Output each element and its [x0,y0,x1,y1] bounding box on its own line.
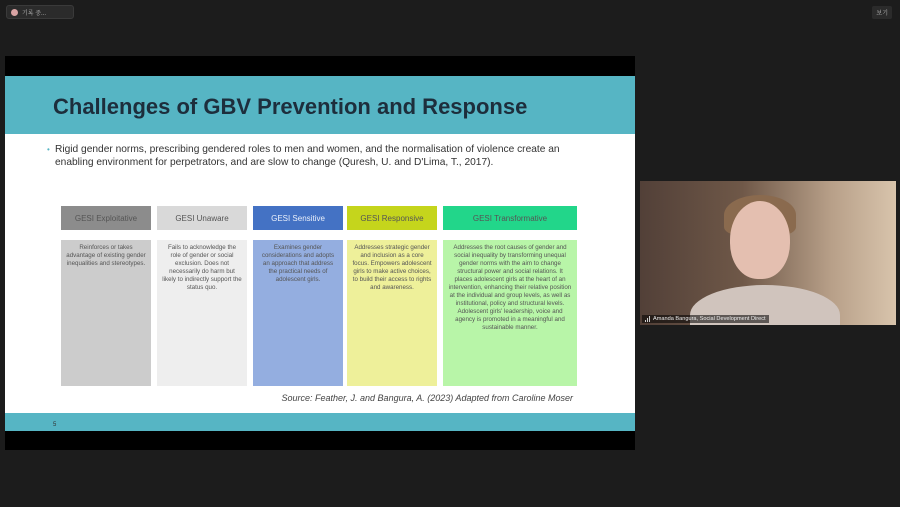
column-header: GESI Sensitive [253,206,343,230]
recording-label: 기록 중... [22,10,47,17]
column-body: Addresses strategic gender and inclusion as a core focus. Empowers adolescent girls to make active choices, to build their access to rights and awareness. [347,240,437,386]
column-body: Addresses the root causes of gender and social inequality by transforming unequal gender norms with the aim to change structural power and social relations. It places adolescent girls at the heart of an intervention, enhancing their relative position at the individual and group levels, as well as institutional, policy and structural levels. Adolescent girls' leadership, voice and agency is promoted in a meaningful and sustainable manner. [443,240,577,386]
slide-title: Challenges of GBV Prevention and Response [53,94,528,119]
column-body: Examines gender considerations and adopts an approach that address the practical needs of adolescent girls. [253,240,343,386]
source-citation: Source: Feather, J. and Bangura, A. (2023) Adapted from Caroline Moser [281,393,573,403]
column-responsive [347,206,437,291]
footer-bar [5,413,635,431]
participant-name: Amanda Bangura, Social Development Direct [653,316,766,322]
presentation-slide [5,76,635,431]
bullet-text: Rigid gender norms, prescribing gendered roles to men and women, and the normalisation of violence create an enabling environment for perpetrators, and are slow to change (Quresh, U. and D'Lima, T., 2017). [55,144,560,168]
recording-indicator[interactable] [6,5,74,19]
participant-video[interactable] [640,181,896,325]
column-unaware [157,206,247,291]
view-button[interactable]: 보기 [872,6,892,19]
column-body: Reinforces or takes advantage of existing gender inequalities and stereotypes. [61,240,151,386]
title-bar [5,76,635,134]
column-body: Fails to acknowledge the role of gender or social exclusion. Does not necessarily do harm but likely to indirectly support the status quo. [157,240,247,386]
column-header: GESI Exploitative [61,206,151,230]
shared-screen [5,56,635,450]
column-header: GESI Responsive [347,206,437,230]
participant-face [730,201,790,279]
column-sensitive [253,206,343,283]
column-transformative [443,206,577,331]
column-header: GESI Unaware [157,206,247,230]
participant-name-tag [642,315,769,323]
signal-icon [645,316,650,322]
bullet-icon: • [47,145,50,154]
column-header: GESI Transformative [443,206,577,230]
record-icon [11,9,18,16]
slide-number: 5 [53,422,57,428]
column-exploitative [61,206,151,267]
